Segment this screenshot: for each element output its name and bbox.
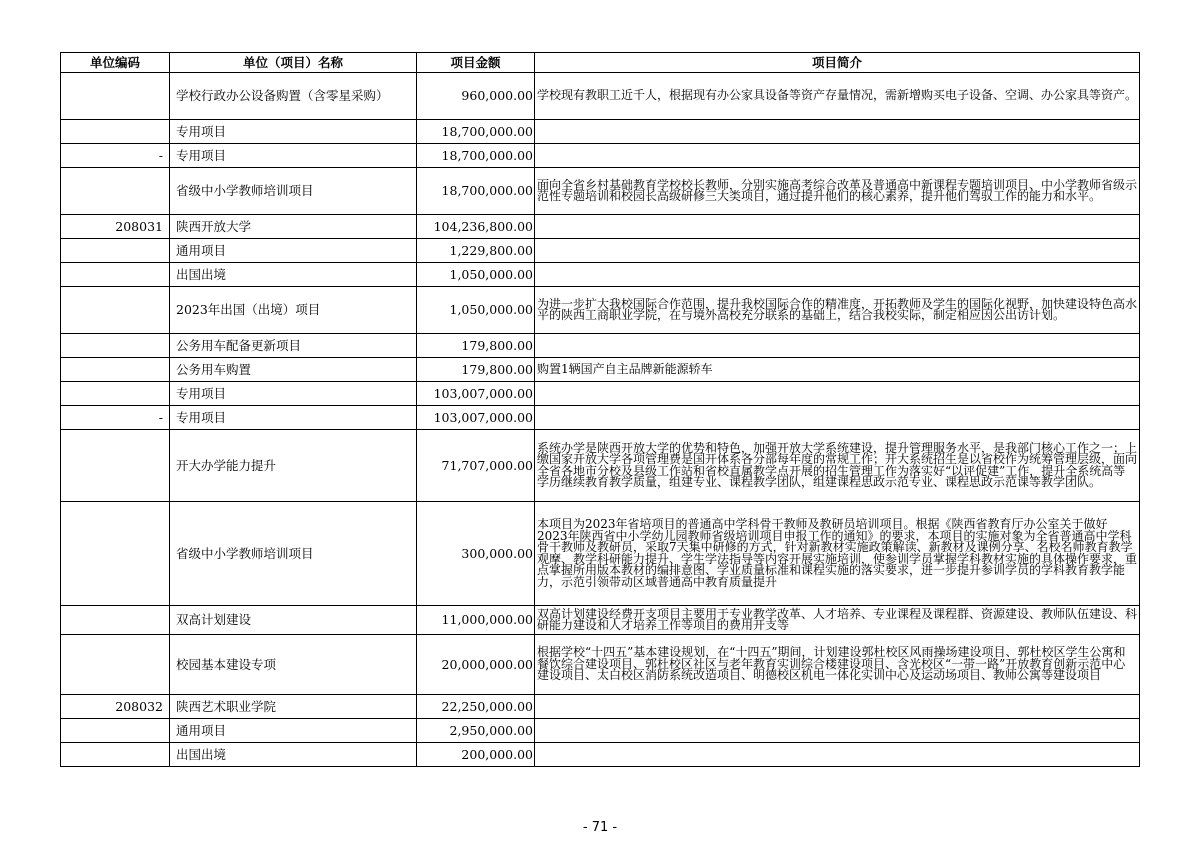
header-name: 单位（项目）名称 xyxy=(170,53,417,73)
cell-code: - xyxy=(61,144,170,168)
table-row xyxy=(61,695,1140,719)
cell-desc xyxy=(535,239,1140,263)
cell-desc xyxy=(535,382,1140,406)
cell-amount: 18,700,000.00 xyxy=(417,144,535,168)
cell-name: 公务用车购置 xyxy=(170,358,417,382)
cell-amount: 22,250,000.00 xyxy=(417,695,535,719)
page-number: - 71 - xyxy=(582,820,618,835)
table-row xyxy=(61,73,1140,120)
table-row xyxy=(61,635,1140,695)
cell-amount: 2,950,000.00 xyxy=(417,719,535,743)
table-row xyxy=(61,719,1140,743)
table-row xyxy=(61,406,1140,430)
cell-name: 2023年出国（出境）项目 xyxy=(170,287,417,334)
cell-code xyxy=(61,743,170,767)
cell-name: 双高计划建设 xyxy=(170,606,417,635)
cell-code: 208031 xyxy=(61,215,170,239)
cell-name: 专用项目 xyxy=(170,406,417,430)
budget-table xyxy=(60,52,1140,767)
cell-desc xyxy=(535,406,1140,430)
cell-amount: 71,707,000.00 xyxy=(417,430,535,502)
cell-code xyxy=(61,239,170,263)
cell-name: 省级中小学教师培训项目 xyxy=(170,168,417,215)
cell-amount: 1,229,800.00 xyxy=(417,239,535,263)
cell-desc: 双高计划建设经费开支项目主要用于专业教学改革、人才培养、专业课程及课程群、资源建设、教师队伍建设、科研能力建设和人才培养工作等项目的费用开支等 xyxy=(535,606,1140,635)
cell-desc xyxy=(535,120,1140,144)
table-row xyxy=(61,743,1140,767)
table-row xyxy=(61,168,1140,215)
cell-amount: 18,700,000.00 xyxy=(417,120,535,144)
table-row xyxy=(61,382,1140,406)
cell-name: 出国出境 xyxy=(170,743,417,767)
cell-code xyxy=(61,430,170,502)
cell-code xyxy=(61,635,170,695)
cell-desc xyxy=(535,334,1140,358)
table-row xyxy=(61,215,1140,239)
cell-code xyxy=(61,382,170,406)
header-code: 单位编码 xyxy=(61,53,170,73)
cell-desc: 购置1辆国产自主品牌新能源轿车 xyxy=(535,358,1140,382)
cell-desc: 根据学校“十四五”基本建设规划，在“十四五”期间，计划建设郭杜校区风雨操场建设项目、郭杜校区学生公寓和餐饮综合建设项目、郭杜校区社区与老年教育实训综合楼建设项目、含光校区“一带一路”开放教育创新示范中心建设项目、太白校区消防系统改造项目、明德校区机电一体化实训中心及运动场项目、教师公寓等建设项目 xyxy=(535,635,1140,695)
cell-name: 出国出境 xyxy=(170,263,417,287)
cell-amount: 200,000.00 xyxy=(417,743,535,767)
table-row xyxy=(61,120,1140,144)
table-row xyxy=(61,502,1140,606)
cell-code xyxy=(61,606,170,635)
table-row xyxy=(61,430,1140,502)
cell-code xyxy=(61,263,170,287)
table-row xyxy=(61,239,1140,263)
table-header-row xyxy=(61,53,1140,73)
cell-desc: 面向全省乡村基础教育学校校长教师，分别实施高考综合改革及普通高中新课程专题培训项目、中小学教师省级示范性专题培训和校园长高级研修三大类项目，通过提升他们的核心素养，提升他们驾驭工作的能力和水平。 xyxy=(535,168,1140,215)
table-row xyxy=(61,358,1140,382)
table-row xyxy=(61,287,1140,334)
header-amount: 项目金额 xyxy=(417,53,535,73)
cell-code xyxy=(61,120,170,144)
cell-amount: 103,007,000.00 xyxy=(417,382,535,406)
cell-name: 陕西开放大学 xyxy=(170,215,417,239)
cell-desc xyxy=(535,695,1140,719)
cell-desc xyxy=(535,719,1140,743)
cell-name: 陕西艺术职业学院 xyxy=(170,695,417,719)
cell-desc xyxy=(535,263,1140,287)
cell-desc: 本项目为2023年省培项目的普通高中学科骨干教师及教研员培训项目。根据《陕西省教育厅办公室关于做好2023年陕西省中小学幼儿园教师省级培训项目申报工作的通知》的要求，本项目的实施对象为全省普通高中学科骨干教师及教研员，采取7天集中研修的方式，针对新教材实施政策解读、新教材及课例分享、名校名师教育教学观摩、教学科研能力提升、学生学法指导等内容开展实施培训，使参训学员掌握学科教材实施的具体操作要求，重点掌握所用版本教材的编排意图、学业质量标准和课程实施的落实要求，进一步提升参训学员的学科教育教学能力，示范引领带动区域普通高中教育质量提升 xyxy=(535,502,1140,606)
cell-name: 校园基本建设专项 xyxy=(170,635,417,695)
cell-amount: 11,000,000.00 xyxy=(417,606,535,635)
cell-code xyxy=(61,73,170,120)
header-desc: 项目简介 xyxy=(535,53,1140,73)
cell-code xyxy=(61,502,170,606)
cell-name: 专用项目 xyxy=(170,382,417,406)
cell-desc xyxy=(535,743,1140,767)
cell-desc: 学校现有教职工近千人，根据现有办公家具设备等资产存量情况，需新增购买电子设备、空调、办公家具等资产。 xyxy=(535,73,1140,120)
cell-code xyxy=(61,719,170,743)
cell-amount: 103,007,000.00 xyxy=(417,406,535,430)
cell-code xyxy=(61,358,170,382)
cell-desc xyxy=(535,215,1140,239)
cell-amount: 179,800.00 xyxy=(417,334,535,358)
cell-code: 208032 xyxy=(61,695,170,719)
cell-amount: 104,236,800.00 xyxy=(417,215,535,239)
cell-code xyxy=(61,168,170,215)
cell-name: 专用项目 xyxy=(170,120,417,144)
cell-amount: 300,000.00 xyxy=(417,502,535,606)
cell-desc xyxy=(535,144,1140,168)
cell-name: 专用项目 xyxy=(170,144,417,168)
cell-code xyxy=(61,287,170,334)
cell-amount: 20,000,000.00 xyxy=(417,635,535,695)
table-row xyxy=(61,144,1140,168)
cell-amount: 960,000.00 xyxy=(417,73,535,120)
cell-amount: 1,050,000.00 xyxy=(417,263,535,287)
cell-name: 省级中小学教师培训项目 xyxy=(170,502,417,606)
cell-desc: 系统办学是陕西开放大学的优势和特色，加强开放大学系统建设，提升管理服务水平，是我部门核心工作之一；上缴国家开放大学各项管理费是国开体系各分部每年度的常规工作；开大系统招生是以省校作为统筹管理层级，面向全省各地市分校及县级工作站和省校直属教学点开展的招生管理工作为落实好“以评促建”工作，提升全系统高等学历继续教育教学质量，组建专业、课程教学团队，组建课程思政示范专业、课程思政示范课等教学团队。 xyxy=(535,430,1140,502)
cell-name: 公务用车配备更新项目 xyxy=(170,334,417,358)
table-row xyxy=(61,606,1140,635)
cell-amount: 179,800.00 xyxy=(417,358,535,382)
cell-amount: 1,050,000.00 xyxy=(417,287,535,334)
cell-code xyxy=(61,334,170,358)
table-row xyxy=(61,263,1140,287)
cell-desc: 为进一步扩大我校国际合作范围，提升我校国际合作的精准度，开拓教师及学生的国际化视野，加快建设特色高水平的陕西工商职业学院，在与境外高校充分联系的基础上，结合我校实际，制定相应因公出访计划。 xyxy=(535,287,1140,334)
cell-amount: 18,700,000.00 xyxy=(417,168,535,215)
cell-name: 学校行政办公设备购置（含零星采购） xyxy=(170,73,417,120)
cell-name: 开大办学能力提升 xyxy=(170,430,417,502)
cell-code: - xyxy=(61,406,170,430)
cell-name: 通用项目 xyxy=(170,719,417,743)
cell-name: 通用项目 xyxy=(170,239,417,263)
table-row xyxy=(61,334,1140,358)
